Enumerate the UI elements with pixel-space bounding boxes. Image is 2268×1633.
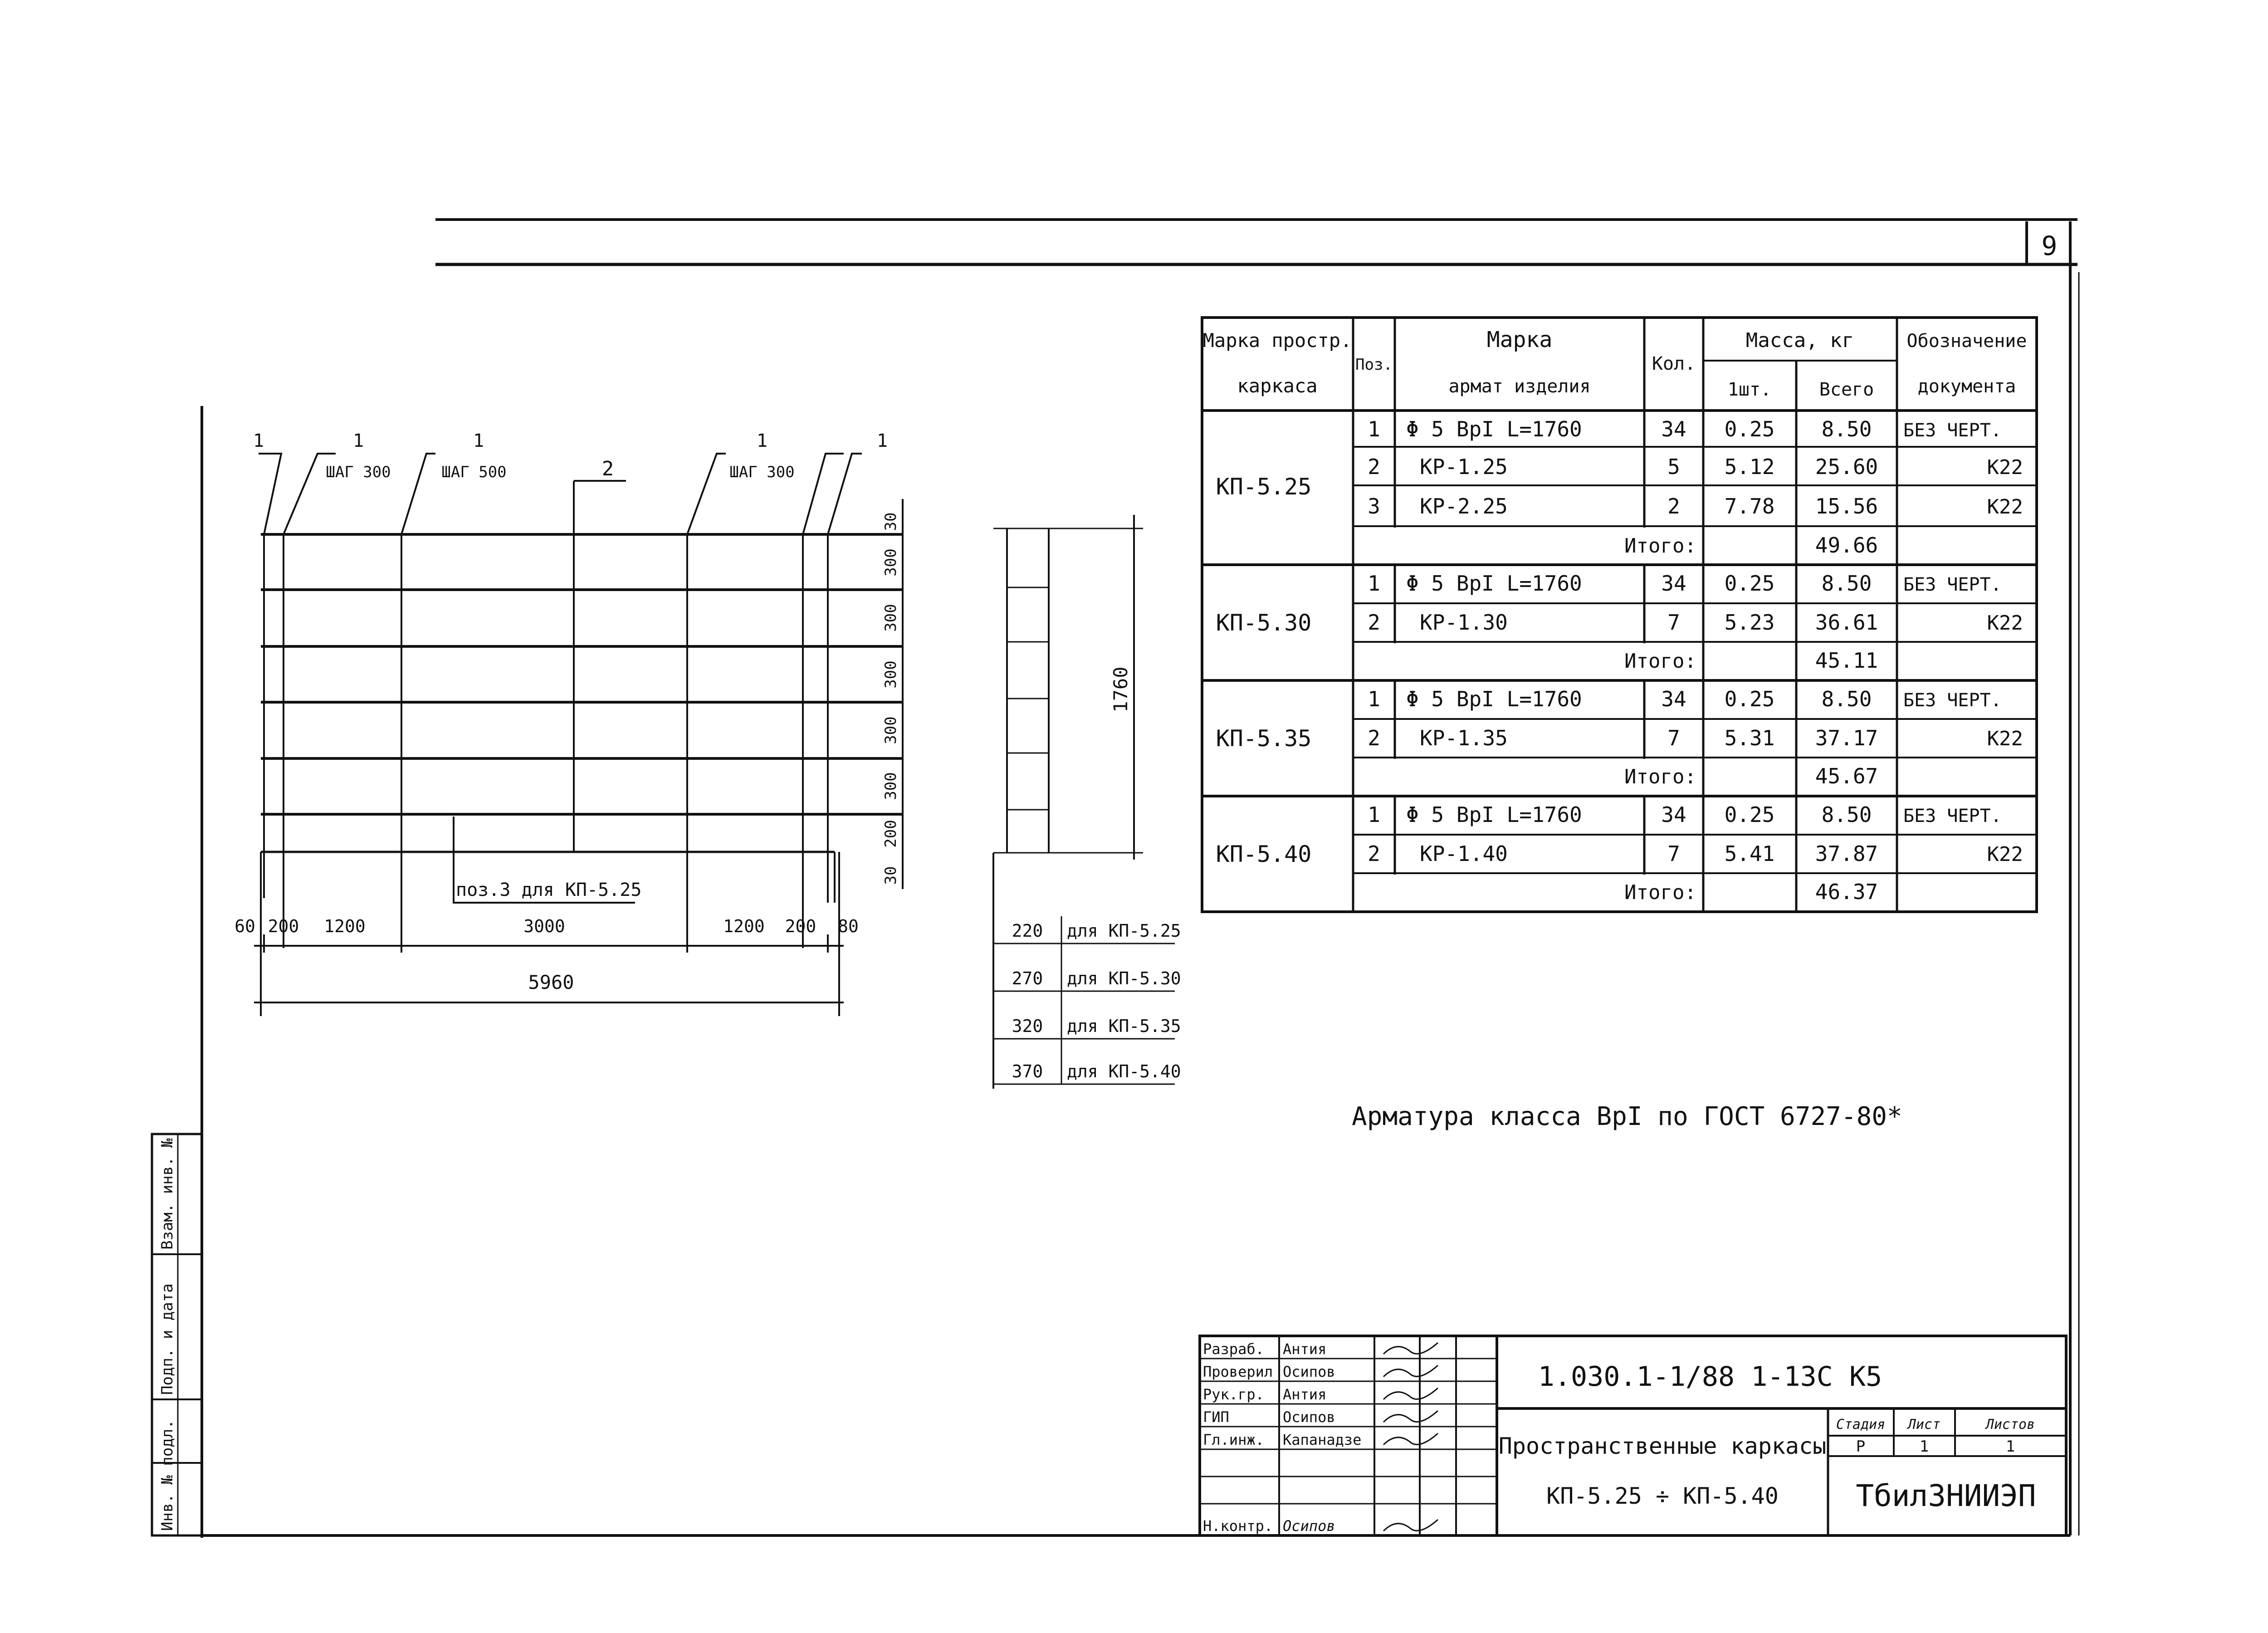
row-item: КР-1.30 bbox=[1420, 610, 1508, 635]
row-doc: К22 bbox=[1987, 611, 2023, 635]
dim-right: 300 bbox=[882, 660, 900, 689]
section-width: 220 bbox=[1012, 921, 1043, 941]
tb-name: Антия bbox=[1283, 1386, 1327, 1403]
row-qty: 5 bbox=[1667, 455, 1680, 479]
row-mass-total: 8.50 bbox=[1821, 571, 1872, 596]
row-pos: 2 bbox=[1368, 455, 1380, 479]
row-mass-one: 5.12 bbox=[1724, 455, 1775, 479]
group-mark: КП-5.30 bbox=[1216, 610, 1312, 636]
row-doc: БЕЗ ЧЕРТ. bbox=[1903, 420, 2002, 441]
header-mass: Масса, кг bbox=[1745, 329, 1854, 352]
dim-overall: 5960 bbox=[528, 971, 574, 993]
header-mass-total: Всего bbox=[1819, 379, 1874, 400]
header-mark-line2: каркаса bbox=[1237, 375, 1318, 397]
tb-role: ГИП bbox=[1203, 1408, 1229, 1426]
row-pos: 1 bbox=[1368, 687, 1380, 711]
row-pos: 3 bbox=[1368, 494, 1380, 518]
row-pos: 1 bbox=[1368, 802, 1380, 827]
row-mass-one: 0.25 bbox=[1724, 417, 1775, 441]
tb-name: Осипов bbox=[1283, 1363, 1335, 1380]
row-item: КР-1.25 bbox=[1420, 455, 1508, 479]
dim-bottom: 1200 bbox=[723, 916, 765, 936]
section-width: 320 bbox=[1012, 1016, 1043, 1036]
header-qty: Кол. bbox=[1652, 353, 1696, 374]
tb-sheet-head: Лист bbox=[1907, 1417, 1941, 1433]
row-mass-one: 5.23 bbox=[1724, 610, 1775, 635]
group-mark: КП-5.35 bbox=[1216, 725, 1312, 752]
cage-section bbox=[993, 515, 1175, 1089]
tb-role: Разраб. bbox=[1203, 1340, 1264, 1358]
row-mass-total: 37.17 bbox=[1815, 726, 1878, 750]
total-value: 49.66 bbox=[1815, 533, 1878, 557]
tb-role: Н.контр. bbox=[1203, 1517, 1273, 1535]
callout-pos1: 1 bbox=[876, 430, 888, 451]
row-doc: БЕЗ ЧЕРТ. bbox=[1903, 690, 2002, 711]
row-pos: 2 bbox=[1368, 841, 1380, 866]
row-mass-total: 8.50 bbox=[1821, 417, 1872, 441]
row-qty: 34 bbox=[1661, 802, 1686, 827]
row-doc: К22 bbox=[1987, 843, 2023, 866]
row-mass-total: 36.61 bbox=[1815, 610, 1878, 635]
tb-stage-val: Р bbox=[1856, 1437, 1866, 1456]
row-qty: 34 bbox=[1661, 571, 1686, 596]
row-item: КР-1.40 bbox=[1420, 841, 1508, 866]
row-doc: К22 bbox=[1987, 456, 2023, 479]
dim-right: 30 bbox=[882, 866, 900, 885]
row-qty: 7 bbox=[1667, 610, 1680, 635]
row-pos: 2 bbox=[1368, 726, 1380, 750]
total-label: Итого: bbox=[1624, 765, 1696, 788]
tb-role: Рук.гр. bbox=[1203, 1386, 1264, 1403]
tb-name: Антия bbox=[1283, 1340, 1327, 1358]
signature-marks bbox=[1383, 1343, 1438, 1531]
tb-title-line2: КП-5.25 ÷ КП-5.40 bbox=[1546, 1483, 1779, 1509]
tb-sheets-val: 1 bbox=[2005, 1437, 2015, 1456]
row-qty: 34 bbox=[1661, 417, 1686, 441]
dim-bottom: 80 bbox=[838, 916, 859, 936]
row-mass-total: 8.50 bbox=[1821, 802, 1872, 827]
callout-pos1: 1 bbox=[756, 430, 768, 451]
tb-stage-head: Стадия bbox=[1836, 1417, 1886, 1433]
tb-title-line1: Пространственные каркасы bbox=[1498, 1433, 1827, 1459]
dim-bottom: 60 bbox=[235, 916, 255, 936]
row-item: Φ 5 ВрΙ L=1760 bbox=[1406, 571, 1582, 596]
row-qty: 34 bbox=[1661, 687, 1686, 711]
row-mass-one: 0.25 bbox=[1724, 802, 1775, 827]
row-item: Φ 5 ВрΙ L=1760 bbox=[1406, 802, 1582, 827]
dim-bottom: 200 bbox=[268, 916, 299, 936]
dim-right: 300 bbox=[882, 716, 900, 744]
side-label-sign: Подп. и дата bbox=[158, 1283, 176, 1395]
total-value: 45.67 bbox=[1815, 764, 1878, 788]
section-width-label: для КП-5.40 bbox=[1067, 1061, 1181, 1081]
row-mass-total: 15.56 bbox=[1815, 494, 1878, 518]
row-doc: БЕЗ ЧЕРТ. bbox=[1903, 574, 2002, 595]
section-height-dim: 1760 bbox=[1110, 666, 1132, 713]
tb-role: Проверил bbox=[1203, 1363, 1273, 1380]
row-doc: К22 bbox=[1987, 495, 2023, 518]
group-mark: КП-5.40 bbox=[1216, 841, 1312, 867]
row-qty: 7 bbox=[1667, 726, 1680, 750]
header-mass-one: 1шт. bbox=[1727, 379, 1772, 400]
tb-sheet-val: 1 bbox=[1919, 1437, 1929, 1456]
row-mass-one: 7.78 bbox=[1724, 494, 1775, 518]
total-label: Итого: bbox=[1624, 881, 1696, 904]
total-label: Итого: bbox=[1624, 534, 1696, 557]
row-mass-total: 25.60 bbox=[1815, 455, 1878, 479]
header-pos: Поз. bbox=[1355, 356, 1393, 374]
dim-right: 300 bbox=[882, 604, 900, 632]
tb-name: Осипов bbox=[1283, 1408, 1335, 1426]
section-width-label: для КП-5.25 bbox=[1067, 921, 1181, 941]
dim-right: 200 bbox=[882, 820, 900, 848]
row-mass-one: 5.41 bbox=[1724, 841, 1775, 866]
tb-organization: ТбилЗНИИЭП bbox=[1856, 1478, 2036, 1513]
dim-bottom: 1200 bbox=[324, 916, 366, 936]
row-qty: 2 bbox=[1667, 494, 1680, 518]
row-qty: 7 bbox=[1667, 841, 1680, 866]
step-label: ШАГ 500 bbox=[441, 463, 507, 481]
row-pos: 1 bbox=[1368, 417, 1380, 441]
rebar-class-note: Арматура класса ВрΙ по ГОСТ 6727-80* bbox=[1352, 1102, 1902, 1131]
dim-right: 300 bbox=[882, 772, 900, 800]
callout-pos2: 2 bbox=[601, 457, 614, 480]
callout-pos1: 1 bbox=[253, 430, 264, 451]
section-width-label: для КП-5.35 bbox=[1067, 1016, 1181, 1036]
tb-name: Капанадзе bbox=[1283, 1431, 1362, 1448]
row-item: КР-1.35 bbox=[1420, 726, 1508, 750]
row-pos: 2 bbox=[1368, 610, 1380, 635]
total-value: 45.11 bbox=[1815, 648, 1878, 673]
row-mass-one: 0.25 bbox=[1724, 687, 1775, 711]
row-mass-one: 0.25 bbox=[1724, 571, 1775, 596]
step-label: ШАГ 300 bbox=[729, 463, 795, 481]
section-width-label: для КП-5.30 bbox=[1067, 968, 1181, 988]
step-label: ШАГ 300 bbox=[326, 463, 391, 481]
total-value: 46.37 bbox=[1815, 880, 1878, 904]
tb-designation: 1.030.1-1/88 1-13С К5 bbox=[1538, 1361, 1882, 1393]
row-mass-total: 37.87 bbox=[1815, 841, 1878, 866]
tb-sheets-head: Листов bbox=[1985, 1417, 2035, 1433]
callout-pos1: 1 bbox=[473, 430, 484, 451]
header-doc-line2: документа bbox=[1917, 376, 2016, 397]
dim-right: 300 bbox=[882, 548, 900, 577]
sheet-number: 9 bbox=[2041, 230, 2058, 261]
row-mass-one: 5.31 bbox=[1724, 726, 1775, 750]
tb-role: Гл.инж. bbox=[1203, 1431, 1264, 1448]
header-mark-line1: Марка простр. bbox=[1202, 329, 1352, 352]
spec-table-header bbox=[1203, 327, 2027, 400]
section-width: 270 bbox=[1012, 968, 1043, 988]
pos3-note: поз.3 для КП-5.25 bbox=[456, 880, 642, 900]
row-doc: К22 bbox=[1987, 727, 2023, 750]
dim-bottom: 200 bbox=[785, 916, 816, 936]
side-label-inv: Инв. № подл. bbox=[158, 1419, 176, 1531]
row-doc: БЕЗ ЧЕРТ. bbox=[1903, 806, 2002, 826]
row-mass-total: 8.50 bbox=[1821, 687, 1872, 711]
total-label: Итого: bbox=[1624, 650, 1696, 673]
tb-name: Осипов bbox=[1283, 1517, 1335, 1535]
header-doc-line1: Обозначение bbox=[1906, 331, 2027, 352]
header-item-line2: армат изделия bbox=[1448, 376, 1591, 397]
dim-bottom: 3000 bbox=[523, 916, 565, 936]
group-mark: КП-5.25 bbox=[1216, 474, 1312, 500]
dim-right: 30 bbox=[882, 512, 900, 531]
header-item-line1: Марка bbox=[1486, 327, 1553, 352]
row-item: Φ 5 ВрΙ L=1760 bbox=[1406, 417, 1582, 441]
section-width: 370 bbox=[1012, 1061, 1043, 1081]
row-pos: 1 bbox=[1368, 571, 1380, 596]
callout-pos1: 1 bbox=[352, 430, 364, 451]
row-item: Φ 5 ВрΙ L=1760 bbox=[1406, 687, 1582, 711]
side-label-replace: Взам. инв. № bbox=[158, 1138, 176, 1250]
row-item: КР-2.25 bbox=[1420, 494, 1508, 518]
